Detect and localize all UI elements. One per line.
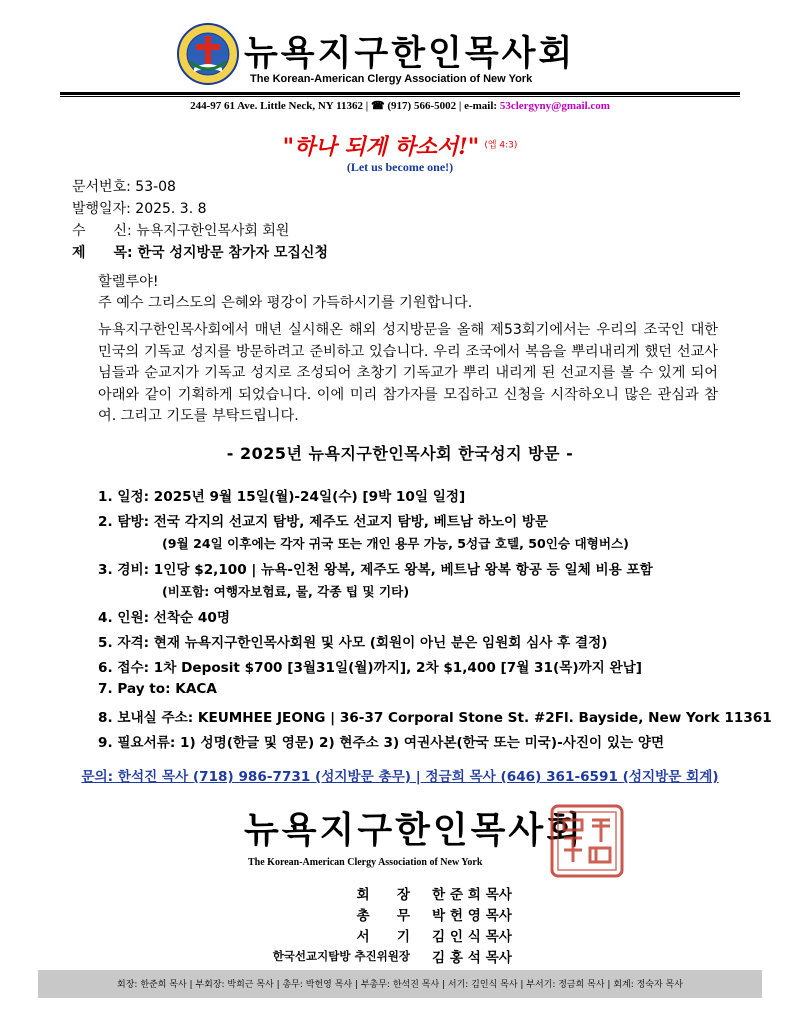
signature-committee-chair <box>240 946 660 966</box>
motto <box>0 130 800 161</box>
org-logo-emblem <box>176 22 240 86</box>
email-link[interactable]: 53clergyny@gmail.com <box>499 100 610 112</box>
contact-line: 244-97 61 Ave. Little Neck, NY 11362 | ☎ (917) 566-5002 | e-mail: 53clergyny@gmail.com <box>190 100 610 112</box>
signature-role: 회 장 <box>356 887 410 903</box>
signature-name: 김 인 식 목사 <box>432 929 512 945</box>
doc-date-label: 발행일자: <box>72 201 131 217</box>
item-cost-note: (비포함: 여행자보험료, 물, 각종 팁 및 기타) <box>162 584 410 599</box>
section-title: - 2025년 뉴욕지구한인목사회 한국성지 방문 - <box>226 444 574 463</box>
signature-role: 서 기 <box>356 929 410 945</box>
greeting-blessing: 주 예수 그리스도의 은혜와 평강이 가득하시기를 기원합니다. <box>98 295 473 311</box>
org-name-korean: 뉴욕지구한인목사회 <box>244 34 576 74</box>
header-divider <box>60 92 740 95</box>
item-schedule: 1. 일정: 2025년 9월 15일(월)-24일(수) [9박 10일 일정] <box>98 489 466 505</box>
doc-number <box>72 176 176 196</box>
header-divider-thin <box>60 96 740 97</box>
signature-secretary <box>240 925 660 945</box>
item-pay-to: 7. Pay to: KACA <box>98 681 217 697</box>
footer-org-name-korean: 뉴욕지구한인목사회 <box>244 810 584 851</box>
official-seal-stamp <box>548 802 626 880</box>
item-eligibility: 5. 자격: 현재 뉴욕지구한인목사회원 및 사모 (회원이 아닌 분은 임원회 심사 후 결정) <box>98 635 608 651</box>
doc-date-value: 2025. 3. 8 <box>135 201 207 217</box>
greeting-hallelujah: 할렐루야! <box>98 274 159 290</box>
signature-name: 김 홍 석 목사 <box>432 950 512 966</box>
address: 244-97 61 Ave. Little Neck, NY 11362 <box>190 100 363 112</box>
doc-date <box>72 198 207 218</box>
doc-recipient-value: 뉴욕지구한인목사회 회원 <box>136 223 290 239</box>
item-documents: 9. 필요서류: 1) 성명(한글 및 영문) 2) 현주소 3) 여권사본(한국 또는 미국)-사진이 있는 양면 <box>98 735 665 751</box>
item-mailing-address: 8. 보내실 주소: KEUMHEE JEONG | 36-37 Corporal Stone St. #2Fl. Bayside, New York 11361 <box>98 710 772 726</box>
phone: ☎ (917) 566-5002 <box>370 100 457 112</box>
email-label: e-mail: <box>464 100 498 112</box>
motto-reference: (엡 4:3) <box>484 140 518 151</box>
signature-general-secretary <box>240 904 660 924</box>
signature-role: 한국선교지탐방 추진위원장 <box>272 949 410 963</box>
doc-number-value: 53-08 <box>135 179 176 195</box>
signature-name: 한 준 희 목사 <box>432 887 512 903</box>
org-name-english: The Korean-American Clergy Association of New York <box>250 73 533 85</box>
doc-recipient <box>72 220 289 240</box>
motto-english: (Let us become one!) <box>346 160 454 174</box>
doc-subject <box>72 242 328 262</box>
item-cost: 3. 경비: 1인당 $2,100 | 뉴욕-인천 왕복, 제주도 왕복, 베트남 왕복 항공 등 일체 비용 포함 <box>98 562 653 578</box>
item-tour: 2. 탐방: 전국 각지의 선교지 탐방, 제주도 선교지 탐방, 베트남 하노이 방문 <box>98 514 549 530</box>
doc-subject-label: 제 목: <box>72 245 133 261</box>
item-tour-note: (9월 24일 이후에는 각자 귀국 또는 개인 용무 가능, 5성급 호텔, 50인승 대형버스) <box>162 536 629 551</box>
signature-president <box>240 883 660 903</box>
doc-recipient-label: 수 신: <box>72 223 132 239</box>
signature-name: 박 헌 영 목사 <box>432 908 512 924</box>
motto-text: 하나 되게 하소서! <box>294 134 468 160</box>
doc-subject-value: 한국 성지방문 참가자 모집신청 <box>137 245 328 261</box>
signature-role: 총 무 <box>356 908 410 924</box>
item-registration: 6. 접수: 1차 Deposit $700 [3월31일(월)까지], 2차 $1,400 [7월 31(목)까지 완납] <box>98 660 643 676</box>
body-paragraph: 뉴욕지구한인목사회에서 매년 실시해온 해외 성지방문을 올해 제53회기에서는 우리의 조국인 대한민국의 기독교 성지를 방문하려고 준비하고 있습니다. 우리 조국에서 복음을 뿌리내리게 했던 선교사님들과 순교지가 기독교 성지로 조성되어 초창기 기독교가 뿌리 내리게 된 선교지를 볼 수 있게 되어 아래와 같이 기획하게 되었습니다. 이에 미리 참가자를 모집하고 신청을 시작하오니 많은 관심과 참여. 그리고 기도를 부탁드립니다. <box>98 322 718 424</box>
footer-org-name-english: The Korean-American Clergy Association of New York <box>248 857 483 868</box>
motto-close-quote: " <box>467 134 480 160</box>
inquiry-contact-link[interactable]: 문의: 한석진 목사 (718) 986-7731 (성지방문 총무) | 정금희 목사 (646) 361-6591 (성지방문 회계) <box>81 769 719 785</box>
motto-open-quote: " <box>282 134 295 160</box>
doc-number-label: 문서번호: <box>72 179 131 195</box>
footer-officers-list: 회장: 한준희 목사 | 부회장: 박희근 목사 | 총무: 박헌영 목사 | 부총무: 한석진 목사 | 서기: 김인식 목사 | 부서기: 정금희 목사 | 회계: 정숙자 목사 <box>117 980 683 990</box>
item-capacity: 4. 인원: 선착순 40명 <box>98 610 230 626</box>
